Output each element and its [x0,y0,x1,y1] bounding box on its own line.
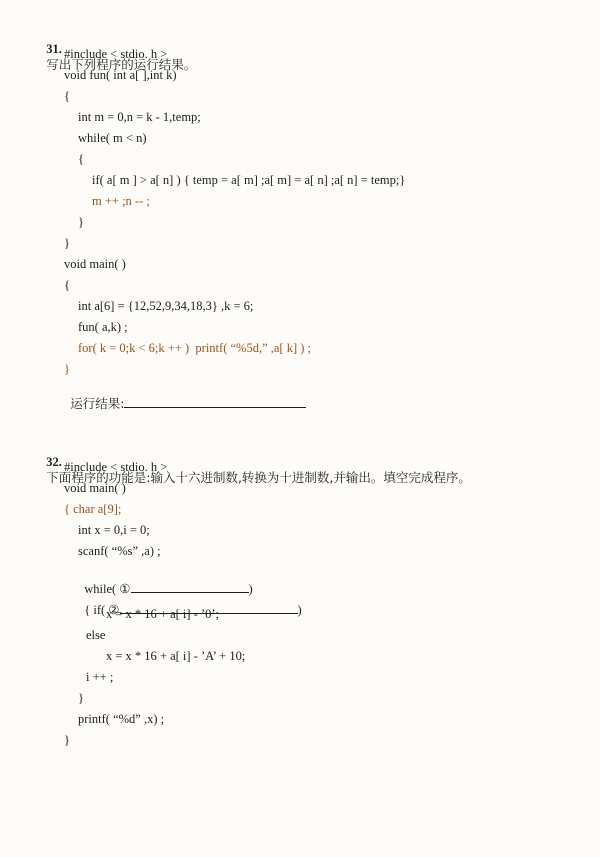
q32-prompt: 下面程序的功能是:输入十六进制数,转换为十进制数,并输出。填空完成程序。 [46,470,471,485]
q32-code-line: } [78,691,84,705]
q31-code-line: } [78,215,84,229]
q31-code-line: #include < stdio. h > [64,47,168,61]
q31-code-line: { [78,152,84,166]
q32-code-line: i ++ ; [86,670,114,684]
q31-code-line: } [64,362,70,376]
q32-code-line: printf( “%d” ,x) ; [78,712,165,726]
q31-code-line: for( k = 0;k < 6;k ++ ) printf( “%5d,” ,a[ k] ) ; [78,341,311,355]
q31-code-line: { [64,278,70,292]
q32-code-line: scanf( “%s” ,a) ; [78,544,161,558]
q32-number: 32. [46,455,62,469]
q32-blank2-close: ) [297,603,302,617]
q31-code-line: int m = 0,n = k - 1,temp; [78,110,201,124]
q31-answer-label: 运行结果: [70,396,125,411]
q32-code-line: while( ① [84,582,131,596]
q32-code-line: { char a[9]; [64,502,122,516]
q32-code-line: else [86,628,106,642]
q32-code-line: void main( ) [64,481,126,495]
q31-code-line: void fun( int a[ ],int k) [64,68,177,82]
q31-code-line: fun( a,k) ; [78,320,128,334]
q32-code-line: } [64,733,70,747]
q31-answer-blank[interactable] [124,395,306,408]
q32-code-line: x = x * 16 + a[ i] - ’A’ + 10; [106,649,246,663]
q31-code-line: { [64,89,70,103]
q32-code-line: int x = 0,i = 0; [78,523,150,537]
q31-code-line: m ++ ;n -- ; [92,194,150,208]
q31-code-line: while( m < n) [78,131,147,145]
q31-code-line: } [64,236,70,250]
q32-code-line: #include < stdio. h > [64,460,168,474]
q31-number: 31. [46,42,62,56]
q32-blank1-close: ) [248,582,253,596]
q32-code-line: x = x * 16 + a[ i] - ’0’; [106,607,220,621]
q32-code-line: { if( ② [84,603,120,617]
q31-answer-row [64,379,306,412]
q31-code-line: void main( ) [64,257,126,271]
q31-prompt: 写出下列程序的运行结果。 [46,57,197,72]
q31-code-line: if( a[ m ] > a[ n] ) { temp = a[ m] ;a[ m] = a[ n] ;a[ n] = temp;} [92,173,406,187]
q31-code-line: int a[6] = {12,52,9,34,18,3} ,k = 6; [78,299,254,313]
